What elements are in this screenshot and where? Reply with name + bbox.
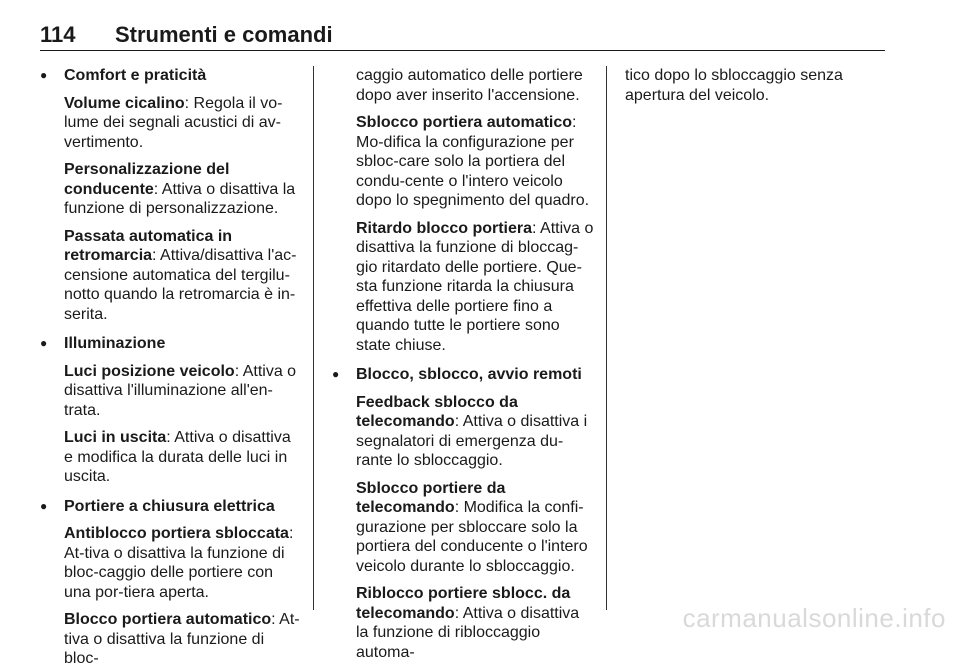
continued-paragraph	[332, 66, 594, 105]
setting-entry	[40, 160, 300, 219]
setting-description: : Mo-difica la configurazione per sbloc-care solo la portiera del condu-cente o l'intero veicolo dopo lo spegnimento del quadro.	[356, 114, 590, 209]
column-divider	[606, 66, 607, 610]
setting-term: Sblocco portiere da telecomando	[356, 479, 506, 516]
setting-entry	[40, 610, 300, 669]
setting-entry	[40, 362, 300, 421]
setting-description: : Attiva o disattiva la funzione di personalizzazione.	[64, 180, 296, 217]
setting-term: Passata automatica in retromarcia	[64, 227, 233, 264]
text-column-2	[332, 64, 594, 662]
setting-term: Feedback sblocco da telecomando	[356, 393, 518, 430]
setting-description: : Attiva o disattiva la funzione di ribloccaggio automa-	[356, 604, 580, 661]
setting-entry	[332, 479, 594, 577]
setting-description: : At-tiva o disattiva la funzione di bloc-caggio delle portiere con una por-tiera aperta.	[64, 525, 294, 601]
setting-term: Antiblocco portiera sbloccata	[64, 525, 289, 542]
setting-description: : Attiva/disattiva l'ac-censione automatica del tergilu-notto quando la retromarcia è in-serita.	[64, 247, 297, 323]
watermark: carmanualsonline.info	[682, 603, 946, 633]
continued-paragraph	[625, 66, 875, 105]
setting-entry	[40, 94, 300, 153]
setting-term: Personalizzazione del conducente	[64, 161, 230, 198]
section-bullet: ● Blocco, sblocco, avvio remoti	[332, 365, 594, 385]
page-number: 114	[40, 22, 76, 47]
setting-entry	[40, 428, 300, 487]
setting-term: Volume cicalino	[64, 94, 185, 112]
setting-entry	[332, 219, 594, 356]
setting-description: : Modifica la confi-gurazione per sbloccare solo la portiera del conducente o l'intero veicolo durante lo sbloccaggio.	[356, 499, 588, 575]
text-column-3	[625, 64, 875, 105]
setting-description: : Attiva o disattiva e modifica la durata delle luci in uscita.	[64, 429, 291, 485]
setting-description: : Attiva o disattiva la funzione di bloccag-gio ritardato delle portiere. Que-sta funzione ritarda la chiusura effettiva delle portiere fino a quando tutte le portiere sono state chiuse.	[356, 219, 594, 354]
setting-description: caggio automatico delle portiere dopo aver inserito l'accensione.	[356, 67, 583, 104]
section-bullet: ● Illuminazione	[40, 334, 300, 354]
setting-description: : Attiva o disattiva l'illuminazione all'en-trata.	[64, 362, 297, 419]
page-header	[40, 22, 885, 51]
chapter-title: Strumenti e comandi	[115, 22, 333, 47]
section-bullet: ● Portiere a chiusura elettrica	[40, 497, 300, 517]
setting-entry	[332, 584, 594, 662]
setting-term: Luci in uscita	[64, 429, 167, 446]
setting-entry	[332, 113, 594, 211]
text-column-1	[40, 64, 300, 669]
column-divider	[313, 66, 314, 610]
setting-description: : Regola il vo-lume dei segnali acustici di av-vertimento.	[64, 94, 283, 151]
setting-description: : At-tiva o disattiva la funzione di bloc-	[64, 611, 300, 667]
setting-entry	[40, 524, 300, 602]
setting-description: : Attiva o disattiva i segnalatori di emergenza du-rante lo sbloccaggio.	[356, 413, 588, 469]
setting-term: Blocco portiera automatico	[64, 611, 272, 628]
setting-term: Ritardo blocco portiera	[356, 219, 533, 237]
setting-term: Riblocco portiere sblocc. da telecomando	[356, 585, 571, 622]
setting-description: tico dopo lo sbloccaggio senza apertura del veicolo.	[625, 67, 843, 104]
setting-term: Luci posizione veicolo	[64, 362, 235, 380]
setting-term: Sblocco portiera automatico	[356, 114, 573, 131]
setting-entry	[332, 393, 594, 471]
section-bullet: ● Comfort e praticità	[40, 66, 300, 86]
setting-entry	[40, 227, 300, 325]
